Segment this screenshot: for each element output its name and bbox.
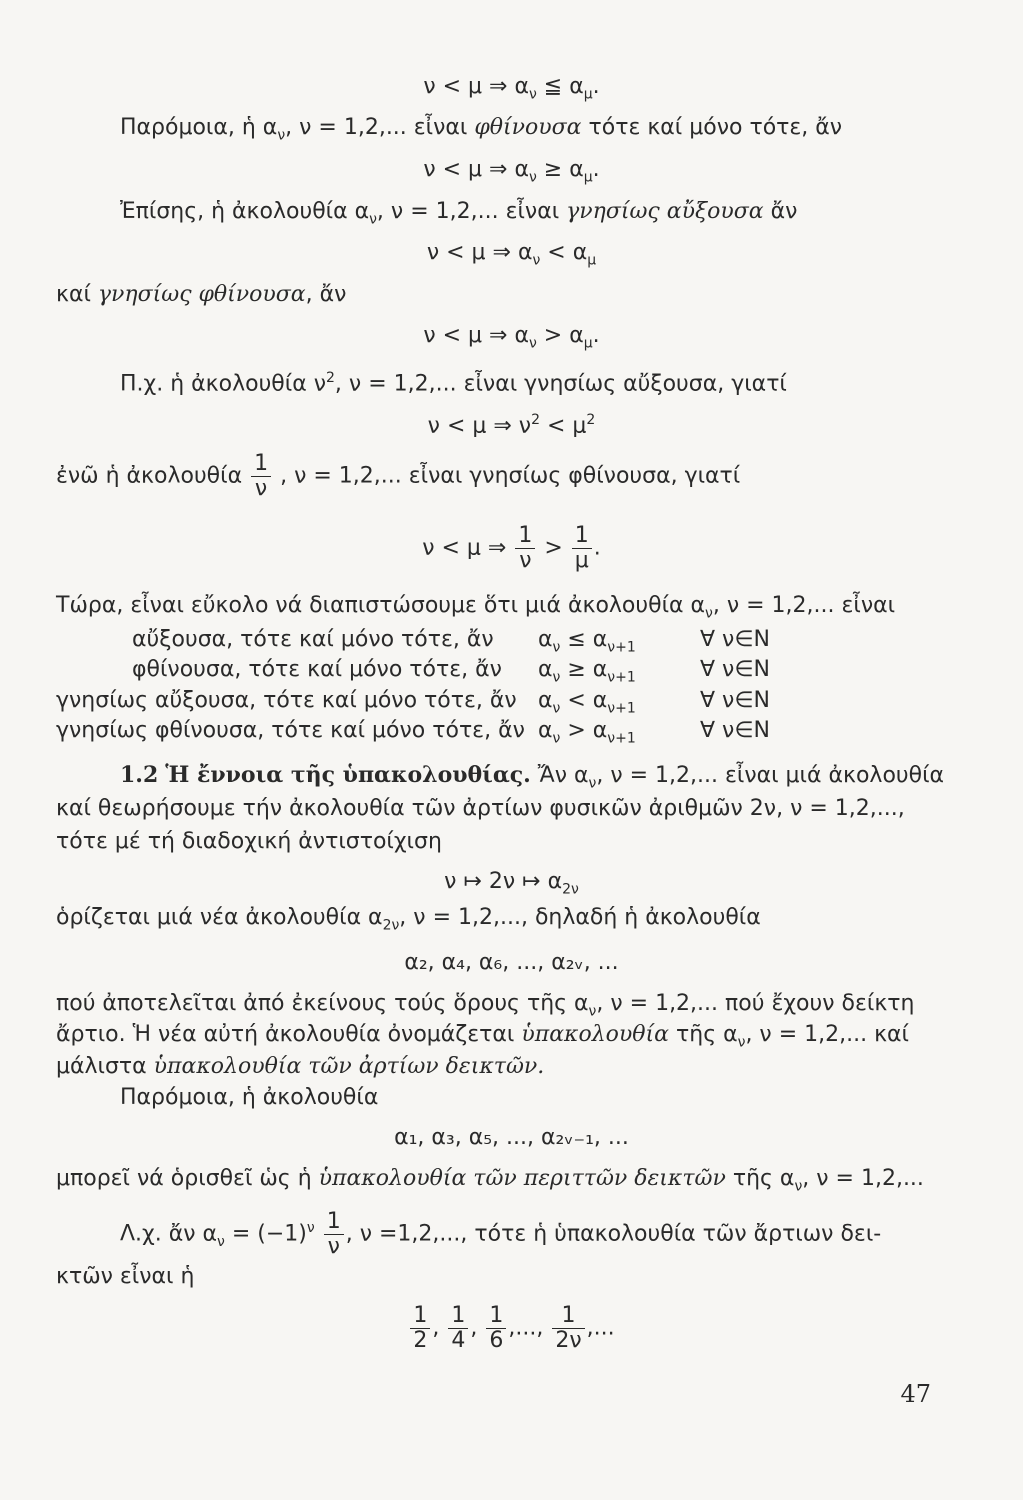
criteria-tail-2: ∀ ν∈N [700,657,770,682]
line-11: ν < μ ⇒ $\frac{1}{\nu}$ > $\frac{1}{\mu}$ . [422,523,601,573]
criteria-row-3: γνησίως αὔξουσα, τότε καί μόνο τότε, ἄν [56,688,517,713]
fraction-1-4: $\frac{1}{4}$ [448,1304,468,1353]
section-line-7: μάλιστα ὑπακολουθία τῶν ἀρτίων δεικτῶν. [56,1054,545,1079]
section-line-6: ἄρτιο. Ἡ νέα αὐτή ἀκολουθία ὀνομάζεται ὑπακολουθία τῆς $\alpha_\nu$, ν = 1,2,... καί [56,1022,909,1051]
fraction-1-over-nu: $\frac{1}{\nu}$ [515,524,535,573]
section-line-2: καί θεωρήσουμε τήν ἀκολουθία τῶν ἀρτίων φυσικῶν ἀριθμῶν 2ν, ν = 1,2,..., [56,796,905,821]
section-line-10: Λ.χ. ἄν $\alpha_\nu = (-1)^\nu$ $\frac{1}{\nu}$ , ν =1,2,..., τότε ἡ ὑπακολουθία τῶν ἄρτιων δει- [120,1209,882,1259]
mapping-line: ν ↦ 2ν ↦ $\alpha_{2\nu}$ [444,869,579,898]
fraction-1-2: $\frac{1}{2}$ [410,1304,430,1353]
line-10: ἐνῶ ἡ ἀκολουθία $\frac{1}{\nu}$ , ν = 1,2,... εἶναι γνησίως φθίνουσα, γιατί [56,451,741,501]
line-12: Τώρα, εἶναι εὔκολο νά διαπιστώσουμε ὅτι μιά ἀκολουθία $\alpha_\nu$, ν = 1,2,... εἶναι [56,593,896,622]
section-line-3: τότε μέ τή διαδοχική ἀντιστοίχιση [56,829,442,854]
section-line-9: μπορεῖ νά ὁρισθεῖ ὡς ἡ ὑπακολουθία τῶν περιττῶν δεικτῶν τῆς $\alpha_\nu$, ν = 1,2,... [56,1166,924,1195]
criteria-row-1: αὔξουσα, τότε καί μόνο τότε, ἄν [132,627,494,652]
fraction-1-over-mu: $\frac{1}{\mu}$ [572,524,592,573]
criteria-rel-2: $\alpha_\nu \ge \alpha_{\nu+1}$ [538,657,636,686]
line-7: ν < μ ⇒ $\alpha_\nu > \alpha_\mu$. [423,323,600,352]
odd-subsequence: α₁, α₃, α₅, ..., α₂ᵥ₋₁, ... [394,1125,629,1150]
line-4: Ἐπίσης, ἡ ἀκολουθία $\alpha_\nu$, ν = 1,2,... εἶναι γνησίως αὔξουσα ἄν [120,199,798,228]
line-5: ν < μ ⇒ $\alpha_\nu < \alpha_\mu$ [426,240,597,269]
section-line-11: κτῶν εἶναι ἡ [56,1264,195,1289]
section-line-4: ὁρίζεται μιά νέα ἀκολουθία $\alpha_{2\nu}$, ν = 1,2,..., δηλαδή ἡ ἀκολουθία [56,905,761,934]
section-line-8: Παρόμοια, ἡ ἀκολουθία [120,1085,379,1110]
criteria-rel-1: $\alpha_\nu \le \alpha_{\nu+1}$ [538,627,636,656]
line-3: ν < μ ⇒ $\alpha_\nu \ge \alpha_\mu$. [423,157,600,186]
criteria-tail-3: ∀ ν∈N [700,688,770,713]
criteria-tail-4: ∀ ν∈N [700,718,770,743]
even-fractions: $\frac{1}{2}$ , $\frac{1}{4}$ , $\frac{1}{6}$ ,..., $\frac{1}{2\nu}$ ,... [0,1304,1023,1353]
criteria-tail-1: ∀ ν∈N [700,627,770,652]
section-number: 1.2 [120,762,159,788]
line-1: ν < μ ⇒ $\alpha_\nu$ ≦ $\alpha_\mu$. [423,74,600,103]
criteria-row-2: φθίνουσα, τότε καί μόνο τότε, ἄν [132,657,502,682]
criteria-rel-3: $\alpha_\nu < \alpha_{\nu+1}$ [538,688,636,717]
fraction-1-over-nu: $\frac{1}{\nu}$ [324,1210,344,1259]
line-2: Παρόμοια, ἡ $\alpha_\nu$, ν = 1,2,... εἶναι φθίνουσα τότε καί μόνο τότε, ἄν [120,115,843,144]
section-line-5: πού ἀποτελεῖται ἀπό ἐκείνους τούς ὅρους τῆς $\alpha_\nu$, ν = 1,2,... πού ἔχουν δείκτη [56,991,915,1020]
section-title: Ἡ ἔννοια τῆς ὑπακολουθίας. [165,762,531,788]
fraction-1-2nu: $\frac{1}{2\nu}$ [552,1304,584,1353]
fraction-1-over-nu: $\frac{1}{\nu}$ [251,452,271,501]
line-9: ν < μ ⇒ $\nu^2 < \mu^2$ [427,412,596,439]
criteria-row-4: γνησίως φθίνουσα, τότε καί μόνο τότε, ἄν [56,718,525,743]
line-6: καί γνησίως φθίνουσα, ἄν [56,282,347,307]
fraction-1-6: $\frac{1}{6}$ [486,1304,506,1353]
criteria-rel-4: $\alpha_\nu > \alpha_{\nu+1}$ [538,718,636,747]
even-subsequence: α₂, α₄, α₆, ..., α₂ᵥ, ... [404,950,619,975]
line-8: Π.χ. ἡ ἀκολουθία $\nu^2$, ν = 1,2,... εἶναι γνησίως αὔξουσα, γιατί [120,370,787,397]
page-number: 47 [900,1380,931,1408]
section-heading-line: 1.2 Ἡ ἔννοια τῆς ὑπακολουθίας. Ἄν $\alpha_\nu$, ν = 1,2,... εἶναι μιά ἀκολουθία [120,762,945,792]
